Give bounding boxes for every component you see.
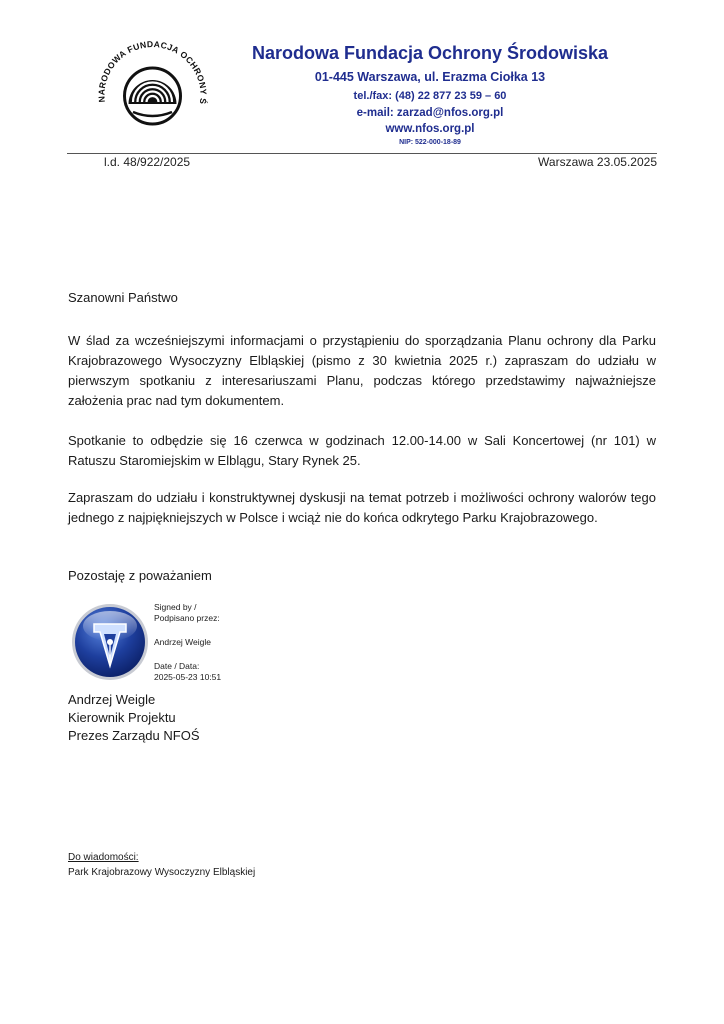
- cc-label: Do wiadomości:: [68, 852, 139, 863]
- letter-date: Warszawa 23.05.2025: [538, 155, 657, 169]
- org-phone: tel./fax: (48) 22 877 23 59 – 60: [353, 90, 507, 102]
- paragraph-meeting-details: Spotkanie to odbędzie się 16 czerwca w godzinach 12.00-14.00 w Sali Koncertowej (nr 101) w Ratuszu Staromiejskim w Elblągu, Stary Rynek 25.: [68, 433, 656, 468]
- signature-podpisano-label: Podpisano przez:: [154, 613, 220, 623]
- header-divider: [67, 153, 657, 154]
- org-nip: NIP: 522-000-18-89: [399, 139, 461, 146]
- org-website[interactable]: www.nfos.org.pl: [385, 123, 475, 135]
- salutation: Szanowni Państwo: [68, 290, 178, 305]
- cc-recipient: Park Krajobrazowy Wysoczyzny Elbląskiej: [68, 867, 256, 878]
- signature-date-value: 2025-05-23 10:51: [154, 672, 222, 682]
- closing: Pozostaję z poważaniem: [68, 568, 212, 583]
- pen-nib-icon: [70, 602, 150, 682]
- nfos-logo: [95, 40, 210, 140]
- paragraph-invitation: W ślad za wcześniejszymi informacjami o przystąpieniu do sporządzania Planu ochrony dla Parku Krajobrazowego Wysoczyzny Elbląskiej (pismo z 30 kwietnia 2025 r.) zapraszam do udziału w pierwszym spotkaniu z interesariuszami Planu, podczas którego przedstawimy najważniejsze założenia prac nad tym dokumentem.: [68, 333, 656, 408]
- org-email[interactable]: e-mail: zarzad@nfos.org.pl: [356, 107, 504, 119]
- reference-number: l.d. 48/922/2025: [104, 155, 191, 169]
- signer-role: Kierownik Projektu: [68, 710, 176, 725]
- signer-name: Andrzej Weigle: [68, 692, 156, 707]
- org-address: 01-445 Warszawa, ul. Erazma Ciołka 13: [314, 70, 546, 84]
- signer-title: Prezes Zarządu NFOŚ: [68, 728, 200, 743]
- signature-name: Andrzej Weigle: [154, 637, 212, 647]
- signature-signed-by-label: Signed by /: [154, 602, 197, 612]
- org-name: Narodowa Fundacja Ochrony Środowiska: [251, 43, 609, 63]
- logo-text: NARODOWA FUNDACJA OCHRONY Ś: [96, 40, 209, 105]
- signature-date-label: Date / Data:: [154, 661, 200, 671]
- paragraph-discussion: Zapraszam do udziału i konstruktywnej dyskusji na temat potrzeb i możliwości ochrony walorów tego jednego z najpiękniejszych w Polsce i wciąż nie do końca odkrytego Parku Krajobrazowego.: [68, 490, 656, 525]
